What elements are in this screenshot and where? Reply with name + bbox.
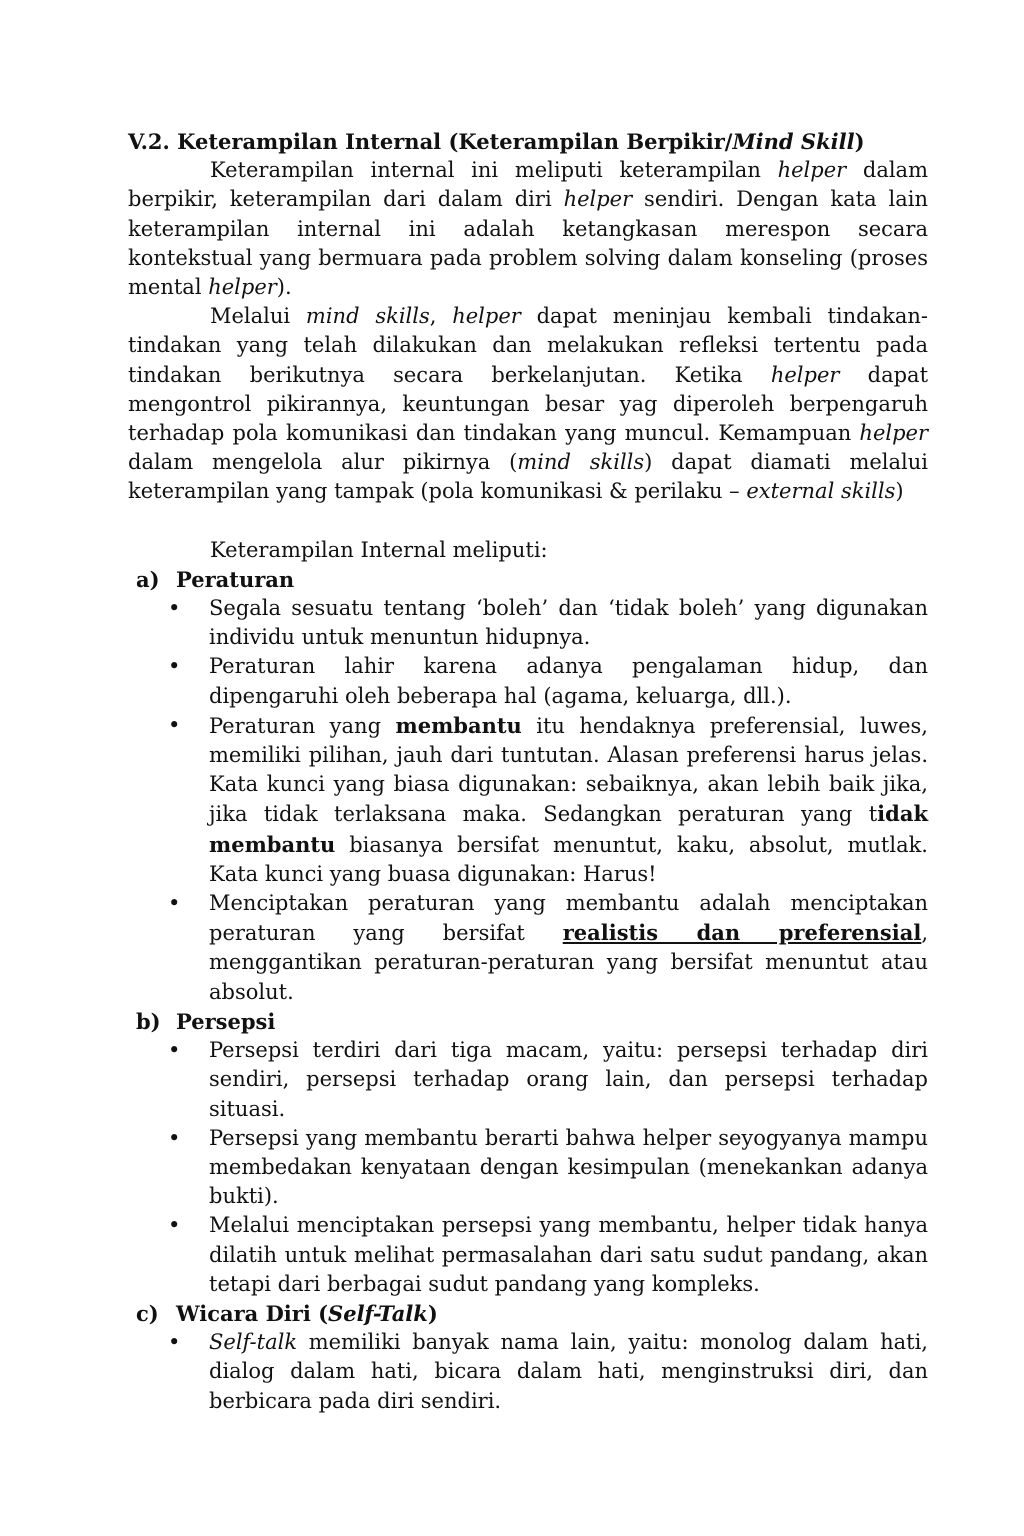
bold-emphasis: membantu bbox=[395, 712, 522, 738]
subsection-title bbox=[176, 1301, 438, 1326]
subsection-title bbox=[176, 567, 294, 592]
subsection-title bbox=[176, 1009, 275, 1034]
text-run: dapat mengontrol pikirannya, keuntungan besar yag diperoleh berpengaruh terhadap pola komunikasi dan tindakan yang muncul. Kemampuan bbox=[128, 362, 929, 446]
bullet-list bbox=[128, 594, 928, 1007]
text-run: , bbox=[429, 304, 453, 329]
underlined-emphasis: realistis dan preferensial bbox=[562, 920, 922, 946]
paragraph-gap bbox=[128, 507, 928, 536]
text-run: Menciptakan peraturan yang membantu adalah menciptakan peraturan yang bersifat bbox=[209, 891, 928, 946]
bullet-icon: • bbox=[168, 891, 181, 916]
italic-term: helper bbox=[777, 158, 847, 183]
subsection-heading bbox=[128, 565, 928, 594]
italic-term: helper bbox=[563, 187, 633, 212]
paragraph-intro bbox=[128, 156, 928, 302]
skills-list bbox=[128, 565, 928, 1416]
bullet-icon: • bbox=[168, 596, 181, 621]
text-run: Peraturan lahir karena adanya pengalaman hidup, dan dipengaruhi oleh beberapa hal (agama, keluarga, dll.). bbox=[209, 654, 928, 708]
subsection-letter: a) bbox=[136, 566, 160, 592]
list-item bbox=[128, 1124, 928, 1212]
text-run: ). bbox=[276, 275, 292, 300]
italic-term: Self-Talk bbox=[328, 1300, 428, 1326]
italic-term: helper bbox=[770, 362, 840, 387]
text-run: Persepsi yang membantu berarti bahwa helper seyogyanya mampu membedakan kenyataan dengan kesimpulan (menekankan adanya bukti). bbox=[209, 1125, 928, 1209]
section-title-italic: Mind Skill bbox=[732, 129, 855, 154]
text-run: ) dapat diamati melalui keterampilan yang tampak (pola komunikasi & perilaku – bbox=[128, 450, 928, 504]
text-run: Peraturan yang bbox=[209, 713, 396, 738]
bullet-icon: • bbox=[168, 1330, 181, 1355]
italic-term: Self-talk bbox=[209, 1330, 298, 1355]
text-run: Peraturan bbox=[176, 566, 295, 592]
list-item bbox=[128, 1328, 928, 1416]
bullet-list bbox=[128, 1328, 928, 1416]
italic-term: external skills bbox=[746, 479, 896, 504]
text-run: memiliki banyak nama lain, yaitu: monolog dalam hati, dialog dalam hati, bicara dalam hati, menginstruksi diri, dan berbicara pada diri sendiri. bbox=[209, 1330, 928, 1413]
section-title-text: V.2. Keterampilan Internal (Keterampilan Berpikir/ bbox=[128, 129, 733, 154]
list-intro: Keterampilan Internal meliputi: bbox=[210, 537, 548, 562]
text-run: sendiri. Dengan kata lain keterampilan internal ini adalah ketangkasan merespon secara kontekstual yang bermuara pada problem solving dalam konseling (proses mental bbox=[128, 187, 929, 300]
text-run: Segala sesuatu tentang ‘boleh’ dan ‘tidak boleh’ yang digunakan individu untuk menuntun hidupnya. bbox=[209, 596, 928, 650]
text-run: ) bbox=[895, 479, 904, 504]
section-title-close: ) bbox=[854, 129, 865, 154]
list-item bbox=[128, 594, 928, 652]
text-run: dapat meninjau kembali tindakan-tindakan yang telah dilakukan dan melakukan refleksi tertentu pada tindakan berikutnya secara berkelanjutan. Ketika bbox=[128, 304, 928, 387]
italic-term: mind skills bbox=[517, 450, 645, 475]
italic-term: helper bbox=[859, 421, 928, 446]
bullet-icon: • bbox=[168, 1038, 181, 1063]
italic-term: helper bbox=[208, 275, 277, 300]
list-item bbox=[128, 1211, 928, 1299]
italic-term: mind skills bbox=[305, 304, 430, 329]
text-run: , menggantikan peraturan-peraturan yang bersifat menuntut atau absolut. bbox=[209, 921, 928, 1004]
text-run: Persepsi bbox=[176, 1008, 276, 1034]
bullet-icon: • bbox=[168, 654, 181, 679]
italic-term: helper bbox=[452, 304, 521, 329]
list-item bbox=[128, 889, 928, 1007]
paragraph-mind-skills bbox=[128, 302, 928, 506]
list-item bbox=[128, 1036, 928, 1124]
bullet-icon: • bbox=[168, 1125, 181, 1150]
text-run: dalam mengelola alur pikirnya ( bbox=[128, 450, 518, 475]
bullet-icon: • bbox=[168, 712, 181, 737]
text-run: Wicara Diri ( bbox=[176, 1300, 329, 1326]
subsection-heading bbox=[128, 1299, 928, 1328]
text-run: Melalui bbox=[210, 304, 306, 329]
section-title bbox=[128, 127, 928, 156]
text-run: biasanya bersifat menuntut, kaku, absolut, mutlak. Kata kunci yang buasa digunakan: Harus! bbox=[209, 832, 928, 886]
subsection-heading bbox=[128, 1007, 928, 1036]
list-item bbox=[128, 711, 928, 889]
list-item bbox=[128, 652, 928, 710]
text-run: dalam berpikir, keterampilan dari dalam diri bbox=[128, 158, 928, 212]
text-run: Melalui menciptakan persepsi yang membantu, helper tidak hanya dilatih untuk melihat permasalahan dari satu sudut pandang, akan tetapi dari berbagai sudut pandang yang kompleks. bbox=[209, 1213, 928, 1296]
text-run: Keterampilan internal ini meliputi keterampilan bbox=[210, 158, 778, 183]
subsection-letter: b) bbox=[136, 1008, 161, 1034]
bold-emphasis: idak membantu bbox=[209, 801, 928, 857]
document-page bbox=[128, 127, 928, 1416]
text-run: Persepsi terdiri dari tiga macam, yaitu: persepsi terhadap diri sendiri, persepsi terhadap orang lain, dan persepsi terhadap situasi. bbox=[209, 1038, 928, 1121]
bullet-icon: • bbox=[168, 1213, 181, 1238]
text-run: ) bbox=[427, 1300, 438, 1326]
subsection-letter: c) bbox=[136, 1300, 159, 1326]
bullet-list bbox=[128, 1036, 928, 1299]
text-run: itu hendaknya preferensial, luwes, memiliki pilihan, jauh dari tuntutan. Alasan preferensi harus jelas. Kata kunci yang biasa digunakan: sebaiknya, akan lebih baik jika, jika tidak terlaksana maka. Sedangkan peraturan yang t bbox=[209, 713, 928, 827]
